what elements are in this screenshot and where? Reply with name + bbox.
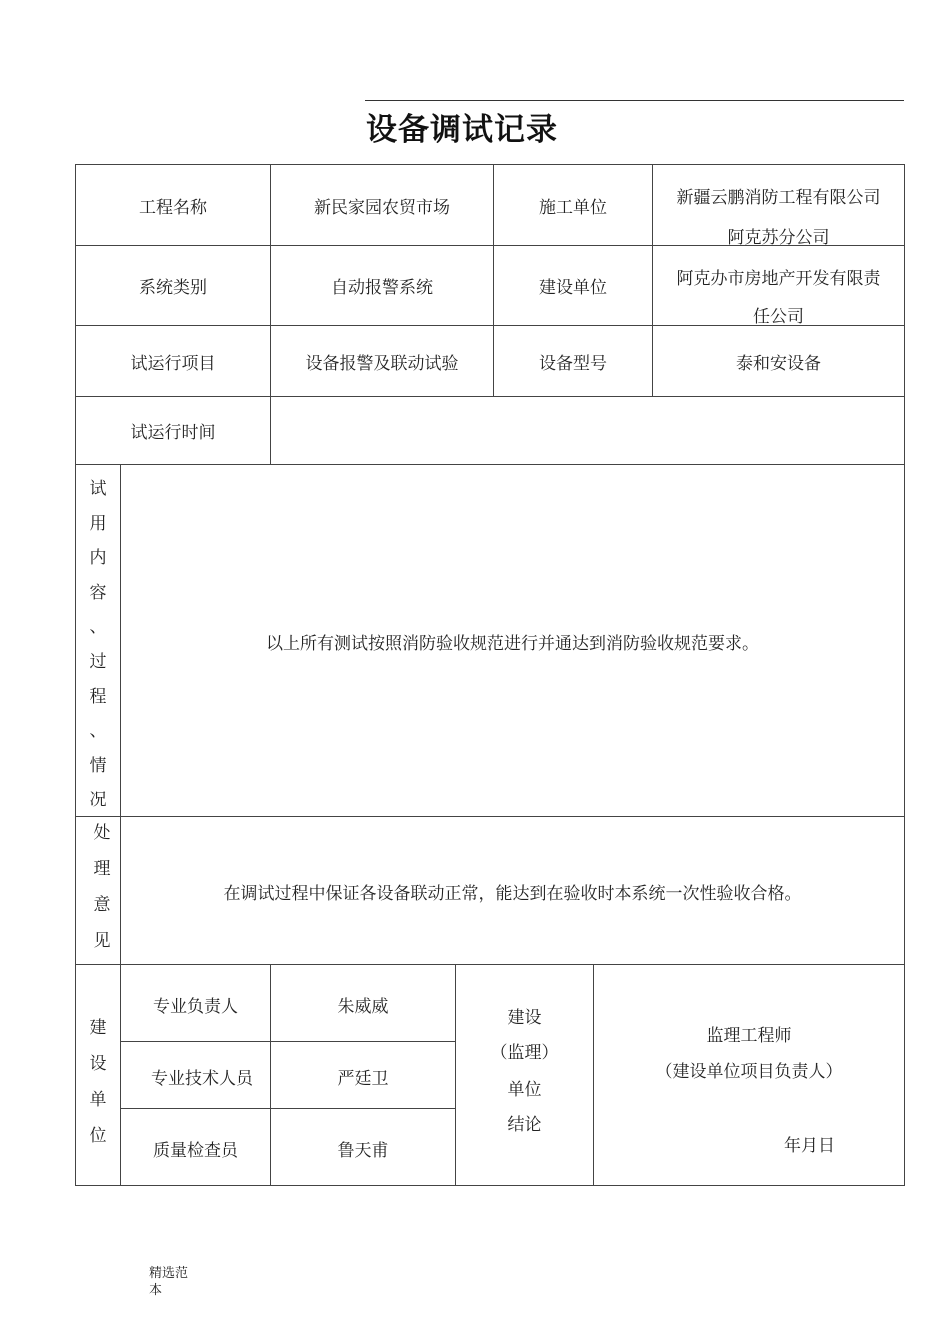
label-char: 意 [93, 895, 111, 915]
contractor-value-line2: 阿克苏分公司 [727, 227, 830, 248]
label-char: 处 [93, 823, 111, 843]
footer-note: 精选范本 [149, 1266, 189, 1298]
sign-section-label [76, 1013, 120, 1146]
owner-label: 建设单位 [539, 278, 607, 298]
conclusion-line3: 单位 [507, 1079, 542, 1100]
label-char: 设 [89, 1054, 107, 1074]
conclusion-line2: （监理） [490, 1042, 559, 1063]
label-char: 内 [89, 548, 107, 569]
lead-label: 专业负责人 [153, 996, 238, 1017]
label-char: 情 [89, 755, 107, 776]
label-char: 况 [89, 790, 107, 811]
tech-label: 专业技术人员 [151, 1068, 253, 1089]
project-name-value: 新民家园农贸市场 [314, 197, 450, 218]
label-char: 理 [93, 859, 111, 879]
label-char: 用 [89, 513, 107, 534]
label-char: 过 [89, 651, 107, 672]
sign-row-divider [120, 1108, 456, 1109]
label-char: 程 [89, 686, 107, 707]
label-char: 、 [89, 721, 107, 742]
row-divider [75, 816, 905, 817]
content-section-label [76, 474, 120, 810]
tech-name: 严廷卫 [337, 1068, 389, 1089]
opinion-text: 在调试过程中保证各设备联动正常，能达到在验收时本系统一次性验收合格。 [223, 883, 802, 904]
label-char: 容 [89, 582, 107, 603]
label-char: 建 [89, 1018, 107, 1038]
label-char: 、 [89, 617, 107, 638]
supervisor-line1: 监理工程师 [706, 1025, 792, 1046]
page-title: 设备调试记录 [366, 112, 558, 148]
conclusion-line1: 建设 [507, 1007, 542, 1028]
system-type-label: 系统类别 [139, 278, 207, 298]
conclusion-line4: 结论 [507, 1114, 542, 1135]
sign-row-divider [120, 1041, 456, 1042]
row-divider [75, 964, 905, 965]
trial-item-value: 设备报警及联动试验 [305, 353, 459, 374]
contractor-label: 施工单位 [539, 197, 607, 218]
owner-value-line1: 阿克办市房地产开发有限责 [676, 268, 881, 289]
label-char: 试 [89, 479, 107, 499]
row-divider [75, 464, 905, 465]
trial-time-label: 试运行时间 [130, 423, 216, 443]
opinion-section-label [80, 818, 124, 951]
label-char: 见 [93, 931, 111, 951]
label-char: 单 [89, 1090, 107, 1110]
qc-name: 鲁天甫 [337, 1140, 389, 1161]
trial-time-value [271, 397, 904, 464]
project-name-label: 工程名称 [139, 197, 207, 218]
qc-label: 质量检查员 [153, 1140, 238, 1161]
lead-name: 朱威威 [337, 996, 389, 1017]
date-label: 年月日 [784, 1136, 835, 1156]
contractor-value-line1: 新疆云鹏消防工程有限公司 [676, 187, 881, 208]
equipment-model-label: 设备型号 [539, 353, 607, 374]
trial-item-label: 试运行项目 [130, 353, 216, 374]
owner-value-line2: 任公司 [753, 306, 804, 327]
content-text: 以上所有测试按照消防验收规范进行并通达到消防验收规范要求。 [266, 633, 759, 654]
equipment-model-value: 泰和安设备 [736, 353, 821, 374]
system-type-value: 自动报警系统 [331, 278, 433, 298]
title-rule [365, 100, 904, 101]
label-char: 位 [89, 1126, 107, 1146]
supervisor-line2: （建设单位项目负责人） [655, 1061, 843, 1082]
